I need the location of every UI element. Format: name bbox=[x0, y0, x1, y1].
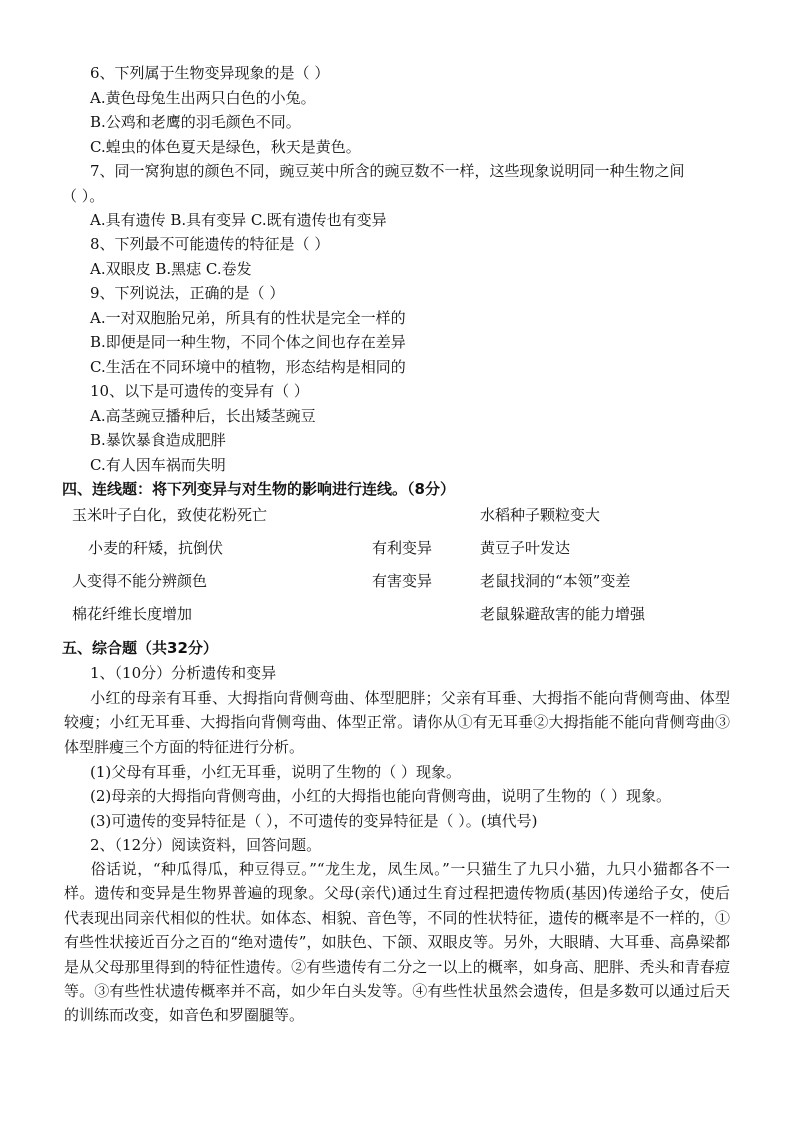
q9-option-b: B.即便是同一种生物，不同个体之间也存在差异 bbox=[90, 333, 406, 351]
q7-stem-line1: 7、同一窝狗崽的颜色不同，豌豆荚中所含的豌豆数不一样，这些现象说明同一种生物之间 bbox=[90, 162, 685, 180]
q6-option-a: A.黄色母兔生出两只白色的小兔。 bbox=[90, 89, 316, 107]
match-right-item[interactable]: 黄豆子叶发达 bbox=[480, 539, 571, 557]
section5-title: 五、综合题（共32分） bbox=[62, 639, 218, 657]
section4-title: 四、连线题：将下列变异与对生物的影响进行连线。（8分） bbox=[62, 480, 455, 498]
q10-option-b: B.暴饮暴食造成肥胖 bbox=[90, 431, 226, 449]
q1-sub2: (2)母亲的大拇指向背侧弯曲，小红的大拇指也能向背侧弯曲，说明了生物的（ ）现象。 bbox=[90, 787, 672, 805]
q9-stem: 9、下列说法，正确的是（ ） bbox=[90, 284, 285, 302]
match-right-item[interactable]: 老鼠找洞的“本领”变差 bbox=[480, 572, 631, 590]
q10-option-a: A.高茎豌豆播种后，长出矮茎豌豆 bbox=[90, 407, 316, 425]
q2-paragraph-text: 俗话说，“种瓜得瓜，种豆得豆。”“龙生龙，凤生凤。”一只猫生了九只小猫，九只小猫都各不一样。遗传和变异是生物界普遍的现象。父母(亲代)通过生育过程把遗传物质(基因)传递给子女，使后代表现出同亲代相似的性状。如体态、相貌、音色等，不同的性状特征，遗传的概率是不一样的，①有些性状接近百分之百的“绝对遗传”，如肤色、下颌、双眼皮等。另外，大眼睛、大耳垂、高鼻梁都是从父母那里得到的特征性遗传。②有些遗传有二分之一以上的概率，如身高、肥胖、秃头和青春痘等。③有些性状遗传概率并不高，如少年白头发等。④有些性状虽然会遗传，但是多数可以通过后天的训练而改变，如音色和罗圈腿等。 bbox=[64, 860, 730, 1025]
match-middle-item[interactable]: 有利变异 bbox=[372, 539, 433, 557]
q10-option-c: C.有人因车祸而失明 bbox=[90, 456, 226, 474]
q6-option-c: C.蝗虫的体色夏天是绿色，秋天是黄色。 bbox=[90, 138, 361, 156]
q7-options: A.具有遗传 B.具有变异 C.既有遗传也有变异 bbox=[90, 211, 387, 229]
q1-sub1: (1)父母有耳垂，小红无耳垂，说明了生物的（ ）现象。 bbox=[90, 763, 462, 781]
q7-stem-line2: （ ）。 bbox=[62, 187, 105, 205]
q8-stem: 8、下列最不可能遗传的特征是（ ） bbox=[90, 235, 330, 253]
match-right-item[interactable]: 老鼠躲避敌害的能力增强 bbox=[480, 605, 646, 623]
q1-paragraph-text: 小红的母亲有耳垂、大拇指向背侧弯曲、体型肥胖；父亲有耳垂、大拇指不能向背侧弯曲、体型较瘦；小红无耳垂、大拇指向背侧弯曲、体型正常。请你从①有无耳垂②大拇指能不能向背侧弯曲③体型胖瘦三个方面的特征进行分析。 bbox=[64, 689, 730, 756]
q1-title: 1、（10分）分析遗传和变异 bbox=[90, 664, 277, 682]
match-left-item[interactable]: 人变得不能分辨颜色 bbox=[72, 572, 208, 590]
q9-option-c: C.生活在不同环境中的植物，形态结构是相同的 bbox=[90, 358, 406, 376]
q2-paragraph bbox=[64, 857, 730, 1028]
q6-option-b: B.公鸡和老鹰的羽毛颜色不同。 bbox=[90, 113, 301, 131]
q10-stem: 10、以下是可遗传的变异有（ ） bbox=[90, 382, 309, 400]
q8-options: A.双眼皮 B.黑痣 C.卷发 bbox=[90, 260, 252, 278]
q2-title: 2、（12分）阅读资料，回答问题。 bbox=[90, 836, 322, 854]
q1-paragraph bbox=[64, 686, 730, 759]
match-left-item[interactable]: 棉花纤维长度增加 bbox=[72, 605, 193, 623]
q6-stem: 6、下列属于生物变异现象的是（ ） bbox=[90, 64, 330, 82]
match-left-item[interactable]: 小麦的秆矮，抗倒伏 bbox=[88, 539, 224, 557]
q9-option-a: A.一对双胞胎兄弟，所具有的性状是完全一样的 bbox=[90, 309, 406, 327]
q1-sub3: (3)可遗传的变异特征是（ ），不可遗传的变异特征是（ ）。(填代号) bbox=[90, 812, 538, 830]
match-left-item[interactable]: 玉米叶子白化，致使花粉死亡 bbox=[72, 506, 268, 524]
match-middle-item[interactable]: 有害变异 bbox=[372, 572, 433, 590]
match-right-item[interactable]: 水稻种子颗粒变大 bbox=[480, 506, 601, 524]
